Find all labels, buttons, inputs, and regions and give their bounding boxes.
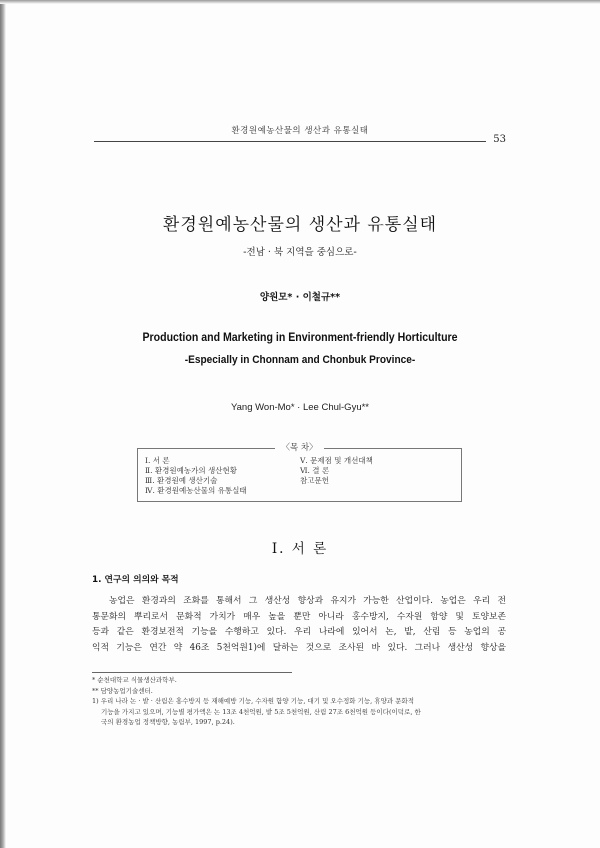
subsection-heading: 1. 연구의 의의와 목적 — [92, 575, 179, 585]
toc-item: 참고문헌 — [300, 476, 329, 485]
toc-heading — [137, 441, 462, 453]
footnote-1: 1) 우리 나라 논 · 밭 · 산림은 홍수방지 등 재해예방 기능, 수자원 함양 기능, 대기 및 오수정화 기능, 휴양과 문화적 — [92, 697, 415, 706]
korean-authors: 양원모* · 이철규** — [259, 292, 341, 303]
body-line: 등과 같은 환경보전적 기능을 수행하고 있다. 우리 나라에 있어서 논, 밭, 산림 등 농업의 공 — [92, 627, 506, 638]
section-heading: Ⅰ. 서 론 — [271, 541, 329, 557]
running-header: 환경원예농산물의 생산과 유통실태 — [231, 126, 369, 136]
korean-subtitle: -전남 · 북 지역을 중심으로- — [243, 247, 357, 258]
footnote-affiliation-2: ** 담양농업기술센터. — [92, 686, 153, 695]
english-title: Production and Marketing in Environment-friendly Horticulture — [142, 332, 458, 344]
body-line: 농업은 환경과의 조화를 통해서 그 생산성 향상과 유지가 가능한 산업이다. 농업은 우리 전 — [109, 596, 506, 606]
footnotes — [92, 675, 512, 728]
english-authors: Yang Won-Mo* · Lee Chul-Gyu** — [231, 402, 369, 413]
footnote-1-continued: 기능을 가지고 있으며, 기능별 평가액은 논 13조 4천억원, 밭 5조 5천억원, 산림 27조 6천억원 등이다(이덕로, 한 — [101, 707, 421, 716]
header-rule — [94, 141, 486, 142]
toc-item: Ⅳ. 환경원예농산물의 유통실태 — [145, 486, 247, 495]
footnote-rule — [92, 672, 292, 673]
toc-right-column — [300, 456, 373, 486]
korean-title: 환경원예농산물의 생산과 유통실태 — [162, 215, 438, 235]
toc-heading-label: 〈목 차〉 — [275, 443, 323, 453]
body-line: 익적 기능은 연간 약 46조 5천억원1)에 달하는 것으로 조사된 바 있다. 그러나 생산성 향상을 — [92, 643, 506, 654]
toc-item: Ⅵ. 결 론 — [300, 466, 330, 475]
scan-edge-left — [0, 0, 6, 848]
footnote-affiliation-1: * 순천대학교 식물생산과학부. — [92, 676, 177, 684]
toc-left-column — [145, 456, 247, 496]
english-subtitle: -Especially in Chonnam and Chonbuk Province- — [184, 354, 416, 366]
body-paragraph — [92, 594, 506, 657]
scan-edge-top — [0, 0, 600, 4]
toc-item: Ⅲ. 환경원예 생산기술 — [145, 476, 218, 485]
toc-item: Ⅴ. 문제점 및 개선대책 — [300, 456, 373, 465]
footnote-1-continued: 국의 환경농업 정책방향, 농림부, 1997, p.24). — [101, 718, 235, 727]
toc-item: Ⅰ. 서 론 — [145, 456, 170, 465]
toc-item: Ⅱ. 환경원예농가의 생산현황 — [145, 466, 237, 475]
body-line: 통문화의 뿌리로서 문화적 가치가 매우 높을 뿐만 아니라 홍수방지, 수자원 함양 및 토양보존 — [92, 611, 506, 622]
page-number: 53 — [493, 134, 506, 145]
